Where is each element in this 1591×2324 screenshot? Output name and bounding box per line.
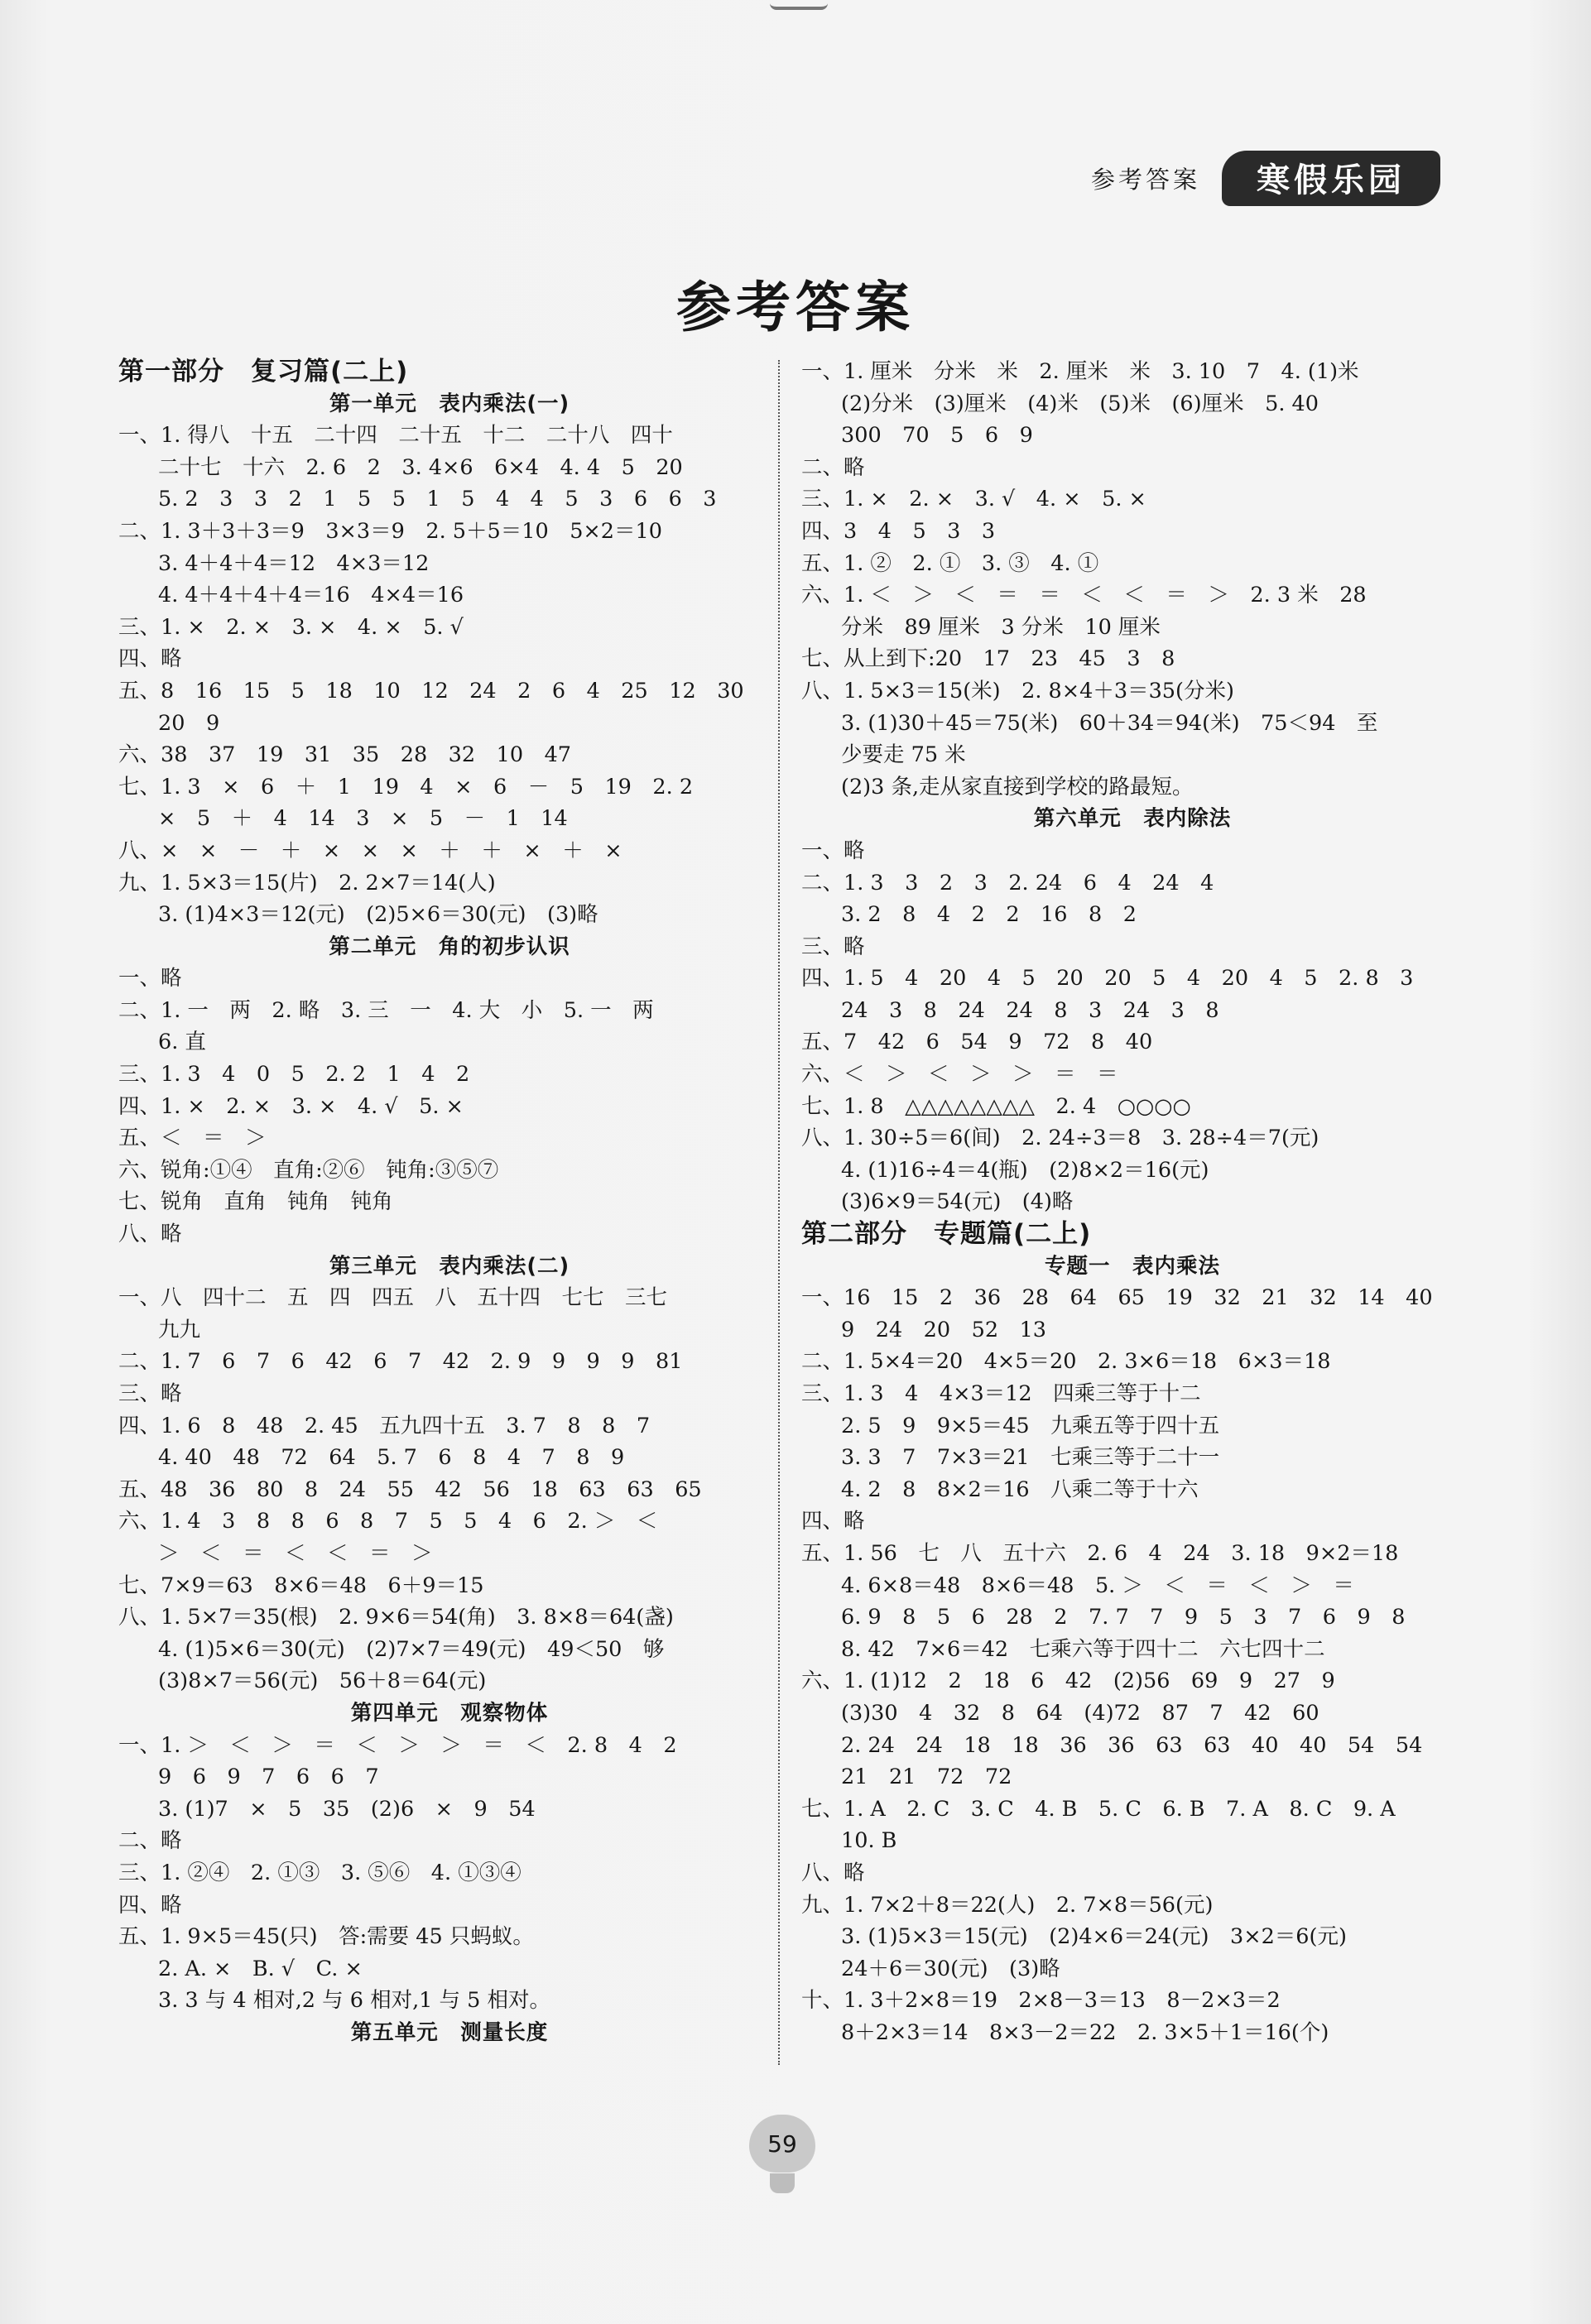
answer-line: 二、1. 7 6 7 6 42 6 7 42 2. 9 9 9 9 81 — [118, 1349, 683, 1375]
answer-line: 三、1. 3 4 0 5 2. 2 1 4 2 — [118, 1062, 470, 1088]
answer-line: 六、锐角:①④ 直角:②⑥ 钝角:③⑤⑦ — [118, 1157, 499, 1183]
answer-line: 二、略 — [118, 1828, 182, 1854]
answer-line-continued: 9 24 20 52 13 — [841, 1317, 1047, 1342]
answer-line-continued: 6. 直 — [158, 1030, 206, 1055]
answer-line: 七、1. 8 △△△△△△△△ 2. 4 ○○○○ — [801, 1093, 1191, 1119]
answer-line: 六、1. (1)12 2 18 6 42 (2)56 69 9 27 9 — [801, 1669, 1335, 1694]
answer-line-continued: (3)6×9＝54(元) (4)略 — [841, 1189, 1074, 1215]
part-heading: 第二部分 专题篇(二上) — [801, 1219, 1092, 1250]
answer-line-continued: 3. 4＋4＋4＝12 4×3＝12 — [158, 550, 430, 576]
answer-line-continued: × 5 ＋ 4 14 3 × 5 － 1 14 — [158, 806, 568, 832]
answer-line: 一、16 15 2 36 28 64 65 19 32 21 32 14 40 — [801, 1285, 1433, 1311]
answer-line: 五、1. 9×5＝45(只) 答:需要 45 只蚂蚁。 — [118, 1924, 534, 1950]
answer-line-continued: 九九 — [158, 1317, 201, 1342]
unit-heading: 第一单元 表内乘法(一) — [329, 391, 570, 416]
answer-line-continued: 分米 89 厘米 3 分米 10 厘米 — [841, 614, 1161, 640]
answer-line: 三、1. × 2. × 3. √ 4. × 5. × — [801, 487, 1146, 512]
answer-line: 五、＜ ＝ ＞ — [118, 1126, 267, 1151]
unit-heading: 第二单元 角的初步认识 — [329, 934, 570, 959]
answer-line: 五、1. ② 2. ① 3. ③ 4. ① — [801, 550, 1099, 576]
answer-line-continued: ＞ ＜ ＝ ＜ ＜ ＝ ＞ — [158, 1540, 433, 1566]
answer-line: 九、1. 5×3＝15(片) 2. 2×7＝14(人) — [118, 870, 496, 896]
answer-line-continued: 300 70 5 6 9 — [841, 423, 1033, 449]
answer-line: 四、1. × 2. × 3. × 4. √ 5. × — [118, 1093, 464, 1119]
answer-line-continued: 少要走 75 米 — [841, 742, 966, 768]
answer-line-continued: 4. (1)5×6＝30(元) (2)7×7＝49(元) 49＜50 够 — [158, 1636, 665, 1662]
answer-line: 一、八 四十二 五 四 四五 八 五十四 七七 三七 — [118, 1285, 668, 1311]
answer-line-continued: 3. (1)4×3＝12(元) (2)5×6＝30(元) (3)略 — [158, 902, 598, 928]
unit-heading: 第六单元 表内除法 — [1033, 806, 1232, 832]
answer-line: 一、1. ＞ ＜ ＞ ＝ ＜ ＞ ＞ ＝ ＜ 2. 8 4 2 — [118, 1732, 677, 1758]
answer-line-continued: 5. 2 3 3 2 1 5 5 1 5 4 4 5 3 6 6 3 — [158, 487, 717, 512]
answer-line: 四、3 4 5 3 3 — [801, 518, 996, 544]
answer-line-continued: 8＋2×3＝14 8×3－2＝22 2. 3×5＋1＝16(个) — [841, 2019, 1329, 2045]
answer-line-continued: 24＋6＝30(元) (3)略 — [841, 1956, 1060, 1981]
answer-line-continued: 4. 6×8＝48 8×6＝48 5. ＞ ＜ ＝ ＜ ＞ ＝ — [841, 1573, 1354, 1598]
answer-line-continued: (3)8×7＝56(元) 56＋8＝64(元) — [158, 1669, 487, 1694]
answer-line-continued: 二十七 十六 2. 6 2 3. 4×6 6×4 4. 4 5 20 — [158, 454, 683, 480]
answer-line-continued: 4. 2 8 8×2＝16 八乘二等于十六 — [841, 1477, 1199, 1502]
answer-line: 五、48 36 80 8 24 55 42 56 18 63 63 65 — [118, 1477, 702, 1502]
page-title: 参考答案 — [676, 276, 915, 339]
column-divider — [778, 360, 780, 2065]
answer-line-continued: 2. A. × B. √ C. × — [158, 1956, 363, 1981]
answer-line-continued: 4. (1)16÷4＝4(瓶) (2)8×2＝16(元) — [841, 1157, 1209, 1183]
answer-line: 五、7 42 6 54 9 72 8 40 — [801, 1030, 1153, 1055]
answer-line: 十、1. 3＋2×8＝19 2×8－3＝13 8－2×3＝2 — [801, 1988, 1281, 2014]
answer-line: 三、1. ②④ 2. ①③ 3. ⑤⑥ 4. ①③④ — [118, 1860, 522, 1885]
answer-line-continued: 24 3 8 24 24 8 3 24 3 8 — [841, 997, 1219, 1023]
brand-badge: 寒假乐园 — [1222, 151, 1440, 206]
answer-line-continued: 4. 4＋4＋4＋4＝16 4×4＝16 — [158, 583, 464, 608]
answer-line: 八、× × － ＋ × × × ＋ ＋ × ＋ × — [118, 838, 622, 863]
unit-heading: 第四单元 观察物体 — [350, 1700, 549, 1726]
answer-line: 二、1. 5×4＝20 4×5＝20 2. 3×6＝18 6×3＝18 — [801, 1349, 1331, 1375]
answer-line: 八、1. 5×3＝15(米) 2. 8×4＋3＝35(分米) — [801, 678, 1234, 703]
answer-line: 六、＜ ＞ ＜ ＞ ＞ ＝ ＝ — [801, 1062, 1118, 1088]
answer-line-continued: 2. 24 24 18 18 36 36 63 63 40 40 54 54 — [841, 1732, 1423, 1758]
answer-line: 八、略 — [118, 1222, 182, 1247]
answer-line-continued: 8. 42 7×6＝42 七乘六等于四十二 六七四十二 — [841, 1636, 1325, 1662]
answer-line: 四、略 — [118, 646, 182, 672]
header-label: 参考答案 — [1090, 166, 1200, 194]
answer-line-continued: 4. 40 48 72 64 5. 7 6 8 4 7 8 9 — [158, 1445, 625, 1471]
answer-line-continued: (3)30 4 32 8 64 (4)72 87 7 42 60 — [841, 1700, 1319, 1726]
left-column — [118, 356, 781, 2048]
answer-line: 八、1. 5×7＝35(根) 2. 9×6＝54(角) 3. 8×8＝64(盏) — [118, 1605, 674, 1630]
answer-line-continued: 3. (1)30＋45＝75(米) 60＋34＝94(米) 75＜94 至 — [841, 710, 1378, 736]
answer-line: 七、1. 3 × 6 ＋ 1 19 4 × 6 － 5 19 2. 2 — [118, 774, 694, 799]
answer-line: 五、8 16 15 5 18 10 12 24 2 6 4 25 12 30 — [118, 678, 744, 703]
answer-line: 三、1. 3 4 4×3＝12 四乘三等于十二 — [801, 1381, 1201, 1406]
unit-heading: 专题一 表内乘法 — [1044, 1253, 1220, 1279]
answer-line-continued: 3. 3 与 4 相对,2 与 6 相对,1 与 5 相对。 — [158, 1988, 550, 2014]
answer-line: 八、1. 30÷5＝6(间) 2. 24÷3＝8 3. 28÷4＝7(元) — [801, 1126, 1319, 1151]
answer-line: 一、略 — [801, 838, 865, 863]
answer-line: 二、1. 一 两 2. 略 3. 三 一 4. 大 小 5. 一 两 — [118, 997, 654, 1023]
answer-line: 五、1. 56 七 八 五十六 2. 6 4 24 3. 18 9×2＝18 — [801, 1540, 1399, 1566]
answer-line: 一、1. 厘米 分米 米 2. 厘米 米 3. 10 7 4. (1)米 — [801, 359, 1359, 384]
answer-line: 一、略 — [118, 966, 182, 992]
answer-line: 二、1. 3＋3＋3＝9 3×3＝9 2. 5＋5＝10 5×2＝10 — [118, 518, 662, 544]
answer-line-continued: 3. 2 8 4 2 2 16 8 2 — [841, 902, 1137, 928]
answer-line: 二、略 — [801, 454, 865, 480]
answer-line: 八、略 — [801, 1860, 865, 1885]
answer-line: 四、1. 6 8 48 2. 45 五九四十五 3. 7 8 8 7 — [118, 1413, 651, 1438]
unit-heading: 第三单元 表内乘法(二) — [329, 1253, 570, 1279]
answer-line: 七、7×9＝63 8×6＝48 6＋9＝15 — [118, 1573, 484, 1598]
binding-mark — [770, 0, 828, 10]
answer-line-continued: 2. 5 9 9×5＝45 九乘五等于四十五 — [841, 1413, 1220, 1438]
answer-line-continued: 10. B — [841, 1828, 897, 1854]
answer-line: 四、略 — [801, 1509, 865, 1534]
answer-line-continued: 3. (1)5×3＝15(元) (2)4×6＝24(元) 3×2＝6(元) — [841, 1924, 1347, 1950]
answer-line-continued: 20 9 — [158, 710, 220, 736]
page-number-decoration — [770, 2173, 795, 2193]
answer-line: 九、1. 7×2＋8＝22(人) 2. 7×8＝56(元) — [801, 1892, 1214, 1918]
answer-line: 六、38 37 19 31 35 28 32 10 47 — [118, 742, 572, 768]
answer-line: 四、1. 5 4 20 4 5 20 20 5 4 20 4 5 2. 8 3 — [801, 966, 1414, 992]
page-number: 59 — [749, 2115, 815, 2173]
right-column — [801, 356, 1464, 2048]
answer-line: 七、从上到下:20 17 23 45 3 8 — [801, 646, 1175, 672]
answer-line-continued: (2)分米 (3)厘米 (4)米 (5)米 (6)厘米 5. 40 — [841, 391, 1319, 416]
answer-line-continued: 21 21 72 72 — [841, 1765, 1012, 1790]
answer-line: 六、1. ＜ ＞ ＜ ＝ ＝ ＜ ＜ ＝ ＞ 2. 3 米 28 — [801, 583, 1367, 608]
answer-line: 四、略 — [118, 1892, 182, 1918]
unit-heading: 第五单元 测量长度 — [350, 2019, 549, 2045]
part-heading: 第一部分 复习篇(二上) — [118, 357, 409, 387]
page-header — [1091, 151, 1440, 206]
answer-line-continued: 9 6 9 7 6 6 7 — [158, 1765, 379, 1790]
answer-line-continued: 3. (1)7 × 5 35 (2)6 × 9 54 — [158, 1796, 536, 1822]
answer-line: 二、1. 3 3 2 3 2. 24 6 4 24 4 — [801, 870, 1214, 896]
answer-line: 三、1. × 2. × 3. × 4. × 5. √ — [118, 614, 464, 640]
answer-line: 三、略 — [801, 934, 865, 959]
answer-line: 一、1. 得八 十五 二十四 二十五 十二 二十八 四十 — [118, 423, 673, 449]
answer-line: 三、略 — [118, 1381, 182, 1406]
answer-line-continued: 3. 3 7 7×3＝21 七乘三等于二十一 — [841, 1445, 1220, 1471]
answer-line-continued: 6. 9 8 5 6 28 2 7. 7 7 9 5 3 7 6 9 8 — [841, 1605, 1406, 1630]
answer-line: 七、锐角 直角 钝角 钝角 — [118, 1189, 393, 1215]
answer-line: 七、1. A 2. C 3. C 4. B 5. C 6. B 7. A 8. C 9. A — [801, 1796, 1396, 1822]
answer-line-continued: (2)3 条,走从家直接到学校的路最短。 — [841, 774, 1194, 799]
answer-line: 六、1. 4 3 8 8 6 8 7 5 5 4 6 2. ＞ ＜ — [118, 1509, 658, 1534]
